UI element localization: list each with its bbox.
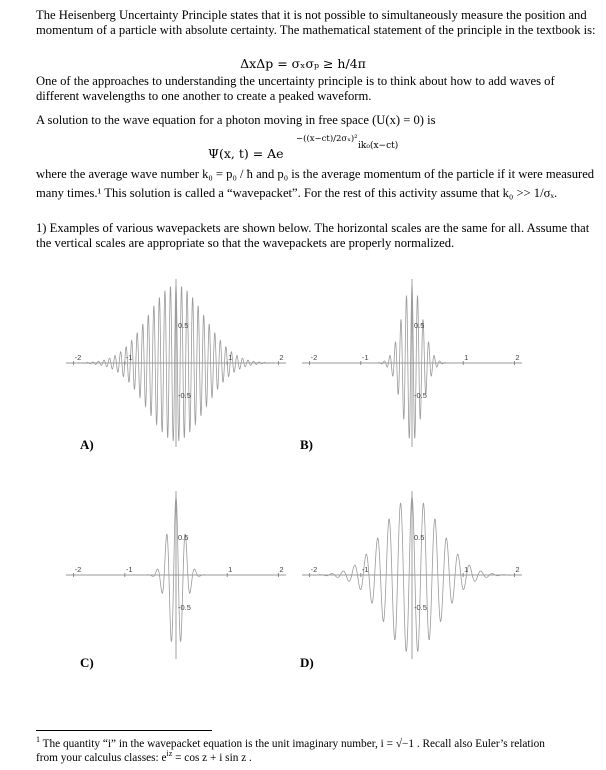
- uncertainty-equation: ΔxΔp = σₓσₚ ≥ h/4π: [240, 56, 366, 71]
- where-paragraph: where the average wave number k₀ = p₀ / ħ and p₀ is the average momentum of the particle if it were measured many times.¹ This solution is called a “wavepacket”. For the rest of this activity assume that k₀ >> 1/σₓ.: [36, 167, 595, 200]
- y-tick-label: 0.5: [178, 532, 189, 542]
- x-tick-label: 2: [515, 565, 520, 574]
- solution-line: A solution to the wave equation for a photon moving in free space (U(x) = 0) is: [36, 113, 436, 127]
- wavefunction-gauss-exponent: −((x−ct)/2σₓ)²: [296, 134, 358, 144]
- footnote-line-a: The quantity “i” in the wavepacket equation is the unit imaginary number, i = √−1 . Recall also Euler’s relation: [42, 738, 545, 750]
- plot-c-label: C): [80, 655, 94, 670]
- footnote-euler-exponent: iz: [166, 749, 173, 759]
- footnote-rule: [36, 730, 212, 731]
- x-tick-label: -2: [74, 565, 82, 574]
- wavepacket-plot-c: [56, 480, 296, 680]
- x-tick-label: -1: [361, 353, 369, 362]
- plot-a-label: A): [80, 437, 94, 452]
- plot-d-label: D): [300, 655, 314, 670]
- footnote-line-b-pre: from your calculus classes: e: [36, 752, 167, 764]
- y-tick-label: 0.5: [178, 320, 189, 330]
- x-tick-label: -1: [361, 565, 369, 574]
- footnote-marker: 1: [36, 735, 40, 745]
- x-tick-label: -2: [310, 353, 318, 362]
- approach-paragraph: One of the approaches to understanding the uncertainty principle is to think about how to add waves of different wavelengths to one another to create a peaked waveform.: [36, 74, 555, 104]
- wavefunction-wave-exponent: ik₀(x−ct): [358, 141, 399, 151]
- footnote-1: [36, 737, 601, 765]
- x-tick-label: 2: [515, 353, 520, 362]
- y-tick-label: -0.5: [414, 391, 427, 401]
- y-tick-label: -0.5: [178, 603, 191, 613]
- wavefunction-lhs: Ψ(x, t) = Ae: [208, 146, 284, 161]
- x-tick-label: -2: [74, 353, 82, 362]
- x-tick-label: -1: [125, 565, 133, 574]
- y-tick-label: -0.5: [414, 603, 427, 613]
- x-tick-label: 2: [279, 565, 284, 574]
- question-1: 1) Examples of various wavepackets are shown below. The horizontal scales are the same for all. Assume that the vertical scales are appropriate so that the wavepackets are properly normalized.: [36, 221, 590, 251]
- x-tick-label: 1: [464, 353, 469, 362]
- footnote-line-b-post: = cos z + i sin z .: [172, 752, 252, 764]
- y-tick-label: 0.5: [414, 532, 425, 542]
- x-tick-label: -1: [125, 353, 133, 362]
- x-tick-label: 1: [228, 353, 233, 362]
- x-tick-label: 1: [464, 565, 469, 574]
- wavepacket-plot-d: [292, 480, 532, 680]
- x-tick-label: 2: [279, 353, 284, 362]
- x-tick-label: 1: [228, 565, 233, 574]
- intro-paragraph: The Heisenberg Uncertainty Principle states that it is not possible to simultaneously measure the position and momentum of a particle with absolute certainty. The mathematical statement of the principle in the textbook is:: [36, 8, 596, 38]
- y-tick-label: -0.5: [178, 391, 191, 401]
- wavefunction-equation: [208, 134, 438, 162]
- y-tick-label: 0.5: [414, 320, 425, 330]
- x-tick-label: -2: [310, 565, 318, 574]
- wavepacket-plot-b: [292, 268, 532, 468]
- plot-b-label: B): [300, 437, 313, 452]
